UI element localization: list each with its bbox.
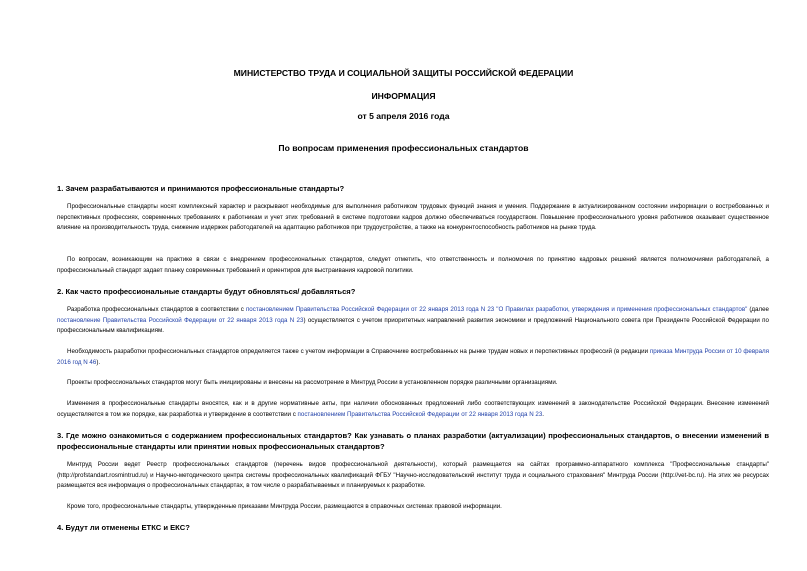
section-3-paragraph-1: Минтруд России ведет Реестр профессиональных стандартов (перечень видов профессиональной деятельности), который размещается на сайтах программно-аппаратного комплекса "Профессиональные стандарты" (http://profstandart.rosmintrud.ru) и Научно-методического центра системы профессиональных квалификаций ФГБУ "Научно-исследовательский институт труда и социального страхования" Минтруда России (http://vet-bc.ru). На этих же ресурсах размещается вся информация о профессиональных стандартах, в том числе о разрабатываемых и планируемых к разработке. [57,461,769,490]
ministry-title: МИНИСТЕРСТВО ТРУДА И СОЦИАЛЬНОЙ ЗАЩИТЫ РОССИЙСКОЙ ФЕДЕРАЦИИ [233,68,574,78]
section-2-paragraph-2 [57,347,769,368]
text-run: Разработка профессиональных стандартов в соответствии с [67,306,246,313]
link-decree-23-full[interactable]: постановлением Правительства Российской Федерации от 22 января 2013 года N 23 "О Правилах разработки, утверждения и применения профессиональных стандартов" [245,306,748,313]
section-2-heading: 2. Как часто профессиональные стандарты будут обновляться/ добавляться? [57,287,356,296]
section-2-paragraph-1 [57,305,769,337]
text-run: . [542,410,545,418]
document-type: ИНФОРМАЦИЯ [371,91,436,101]
link-decree-23-short[interactable]: постановление Правительства Российской Федерации от 22 января 2013 года N 23 [57,316,304,324]
text-run: Изменения в профессиональные стандарты вносятся, как и в другие нормативные акты, при наличии обоснованных предложений либо соответствующих изменений в законодательстве Российской Федерации. Внесение изменений осуществляется в том же порядке, как разработка и утверждение в соответствии с [57,400,769,418]
link-decree-23-amend[interactable]: постановлением Правительства Российской Федерации от 22 января 2013 года N 23 [297,410,543,418]
section-4-heading: 4. Будут ли отменены ЕТКС и ЕКС? [57,523,190,532]
text-run: ). [96,358,101,366]
document-subject: По вопросам применения профессиональных стандартов [278,143,529,153]
section-2-paragraph-4 [57,399,769,420]
section-1-heading: 1. Зачем разрабатываются и принимаются профессиональные стандарты? [57,184,345,193]
section-1-paragraph-2: По вопросам, возникающим на практике в связи с внедрением профессиональных стандартов, следует отметить, что ответственность и полномочия по принятию кадровых решений является полномочиями работодателей, а профессиональный стандарт задает планку современных требований и ориентиров для выстраивания кадровой политики. [57,256,769,274]
section-2-paragraph-3: Проекты профессиональных стандартов могут быть инициированы и внесены на рассмотрение в Минтруд России в установленном порядке различными организациями. [67,379,558,386]
section-1-paragraph-1: Профессиональные стандарты носят комплексный характер и раскрывают необходимые для выполнения работником трудовых функций знания и умения. Поддержание в актуализированном состоянии информации о востребованных и перспективных профессиях, современных требованиях к работникам и учет этих требований в системе подготовки кадров должно обеспечиваться государством. Повышение профессионального уровня работников оказывает существенное влияние на производительность труда, снижение издержек работодателей на адаптацию работников при трудоустройстве, а также на конкурентоспособность работников на рынке труда. [57,203,769,232]
section-3-paragraph-2: Кроме того, профессиональные стандарты, утвержденные приказами Минтруда России, размещаются в справочных системах правовой информации. [67,503,502,510]
document-date: от 5 апреля 2016 года [357,111,450,121]
text-run: Необходимость разработки профессиональных стандартов определяется также с учетом информации в Справочнике востребованных на рынке трудам новых и перспективных профессий (в редакции [67,348,650,355]
text-run: (далее [747,306,769,313]
link-order-46[interactable]: приказа Минтруда России от 10 февраля 2016 год N 46 [57,348,769,366]
text-run: ) осуществляется с учетом приоритетных направлений развития экономики и предложений Национального совета при Президенте Российской Федерации по профессиональным квалификациям. [57,316,769,335]
section-3-heading: 3. Где можно ознакомиться с содержанием профессиональных стандартов? Как узнавать о планах разработки (актуализации) профессиональных стандартов, о внесении изменений в профессиональные стандарты или принятии новых профессиональных стандартов? [57,431,769,451]
